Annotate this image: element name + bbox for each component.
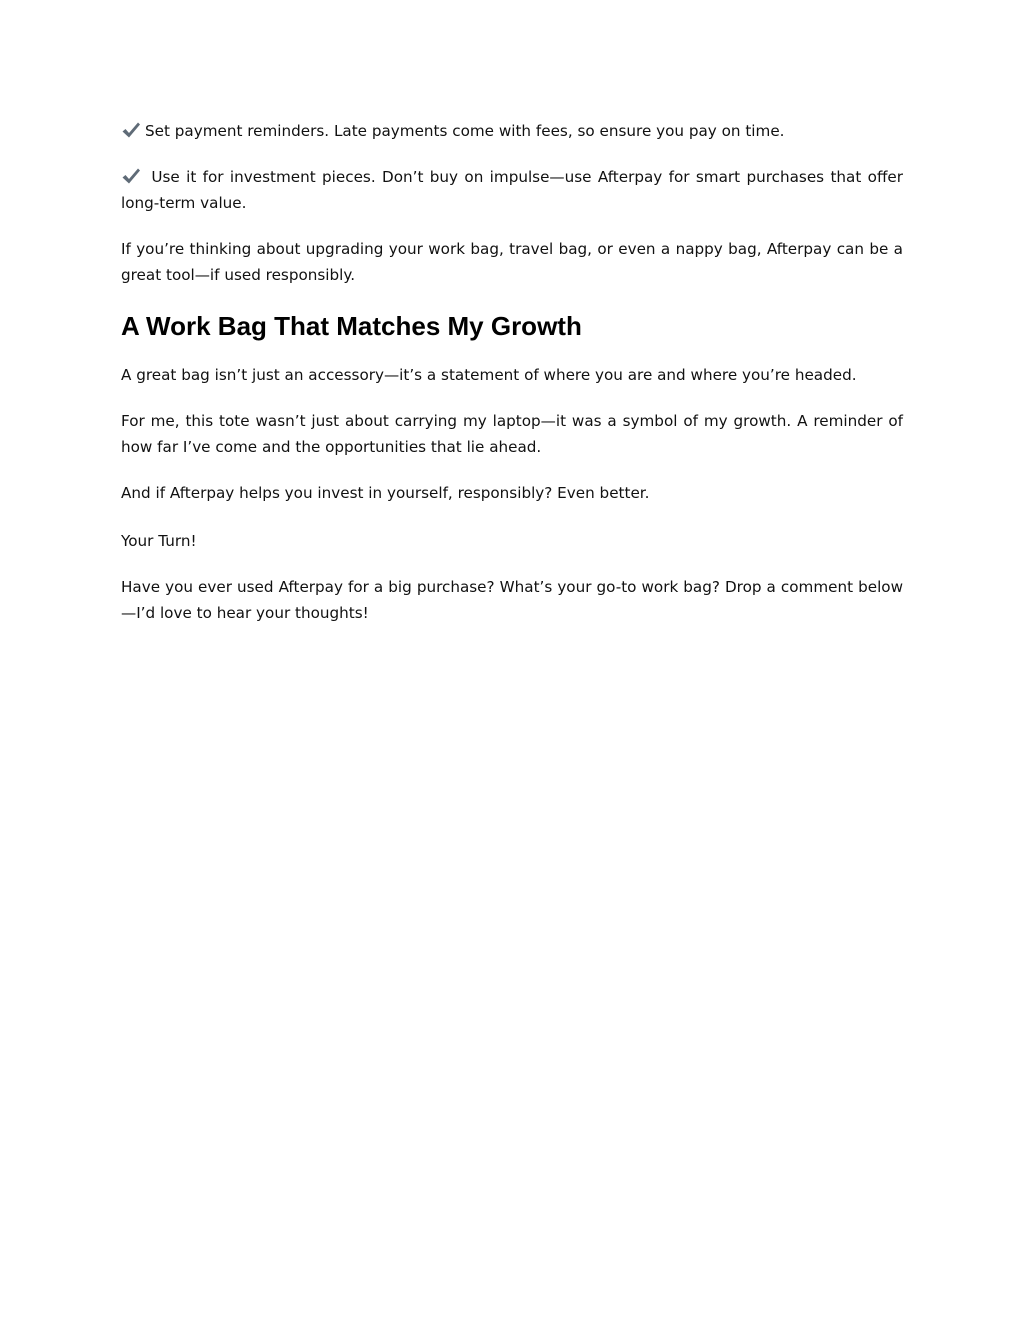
cta-body: Have you ever used Afterpay for a big purchase? What’s your go-to work bag? Drop a comment below—I’d love to hear your thoughts! xyxy=(121,578,903,622)
tip-item xyxy=(121,164,903,216)
section-heading: A Work Bag That Matches My Growth xyxy=(121,311,582,341)
document-page xyxy=(121,118,903,646)
check-mark-icon xyxy=(121,121,141,139)
body-paragraph: For me, this tote wasn’t just about carrying my laptop—it was a symbol of my growth. A reminder of how far I’ve come and the opportunities that lie ahead. xyxy=(121,412,903,456)
body-paragraph: A great bag isn’t just an accessory—it’s a statement of where you are and where you’re headed. xyxy=(121,366,857,384)
tip-text: Set payment reminders. Late payments come with fees, so ensure you pay on time. xyxy=(145,122,785,140)
cta-title: Your Turn! xyxy=(121,532,197,550)
tip-text: Use it for investment pieces. Don’t buy on impulse—use Afterpay for smart purchases that offer long-term value. xyxy=(121,168,903,212)
check-mark-icon xyxy=(121,167,141,185)
body-paragraph: And if Afterpay helps you invest in yourself, responsibly? Even better. xyxy=(121,484,650,502)
intro-paragraph: If you’re thinking about upgrading your work bag, travel bag, or even a nappy bag, Afterpay can be a great tool—if used responsibly. xyxy=(121,240,903,284)
tip-item xyxy=(121,118,903,144)
